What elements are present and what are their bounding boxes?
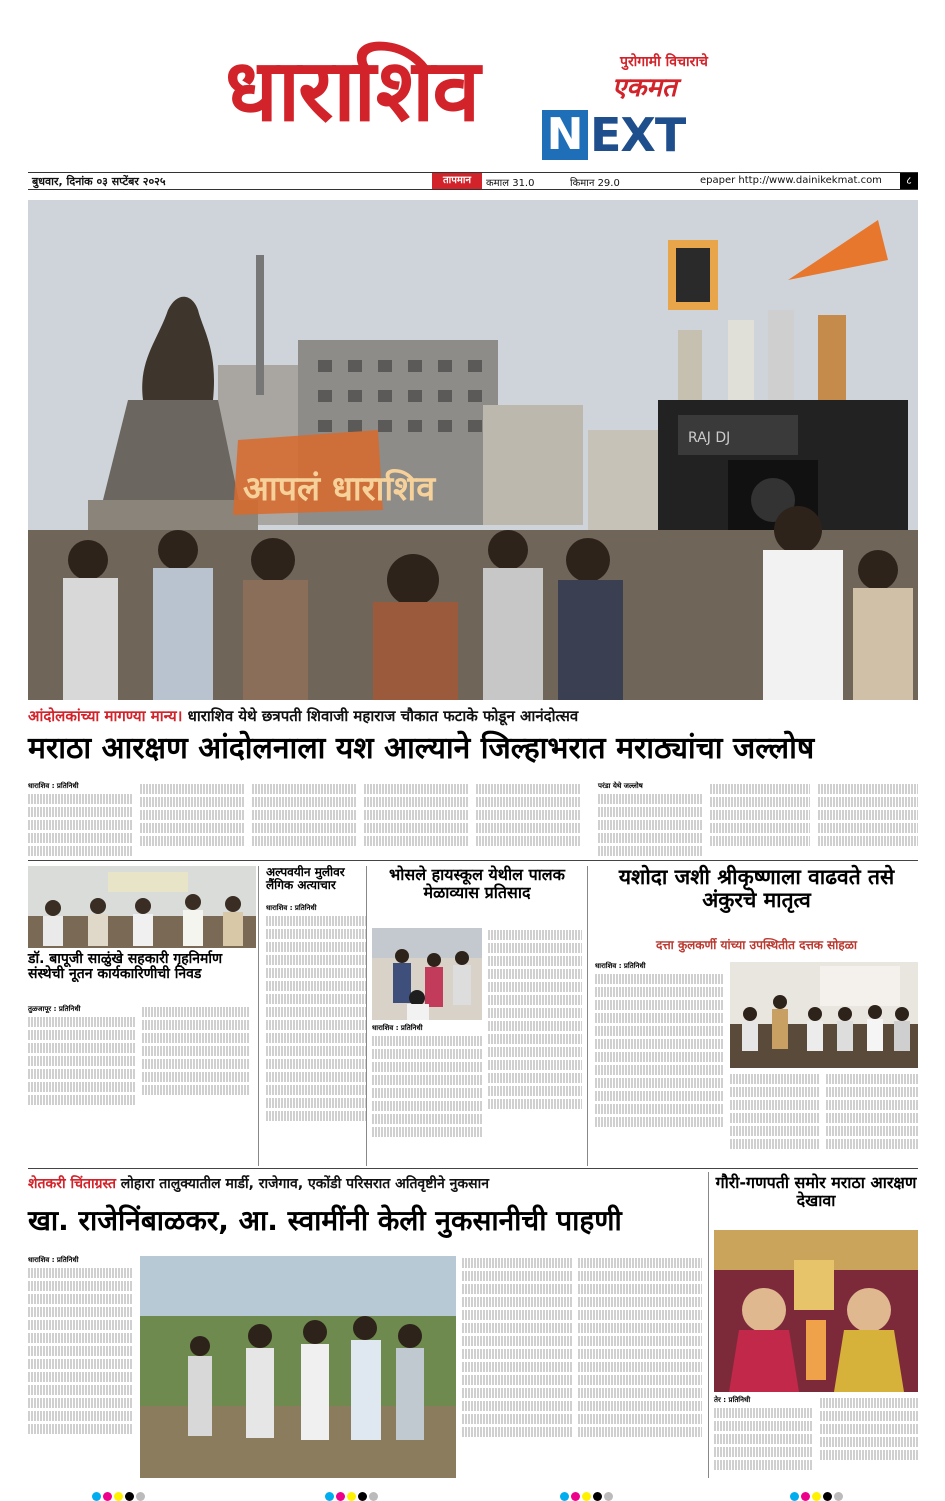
crime-headline: अल्पवयीन मुलीवर लैंगिक अत्याचार bbox=[266, 865, 345, 893]
adoption-photo-scene bbox=[730, 962, 918, 1068]
truck-label: RAJ DJ bbox=[688, 430, 731, 446]
rain-kicker-red: शेतकरी चिंताग्रस्त bbox=[28, 1176, 116, 1192]
adoption-byline: धाराशिव : प्रतिनिधी bbox=[595, 962, 646, 970]
lead-byline: धाराशिव : प्रतिनिधी bbox=[28, 782, 79, 790]
lead-column-7 bbox=[710, 782, 810, 858]
next-logo bbox=[542, 110, 722, 160]
housing-photo-scene bbox=[28, 866, 256, 948]
rain-photo bbox=[140, 1256, 456, 1478]
epaper-link[interactable]: epaper http://www.dainikekmat.com bbox=[700, 175, 882, 186]
divider bbox=[708, 1172, 709, 1478]
adoption-subhead: दत्ता कुलकर्णी यांच्या उपस्थितीत दत्तक सोहळा bbox=[595, 935, 918, 955]
school-byline: धाराशिव : प्रतिनिधी bbox=[372, 1024, 423, 1032]
registration-marks-center-right bbox=[560, 1486, 615, 1496]
crime-byline: धाराशिव : प्रतिनिधी bbox=[266, 904, 317, 912]
school-photo-scene bbox=[372, 928, 482, 1020]
housing-column-2 bbox=[142, 1005, 250, 1115]
school-column-2 bbox=[488, 928, 582, 1164]
school-headline: भोसले हायस्कूल येथील पालक मेळाव्यास प्रतिसाद bbox=[389, 865, 565, 902]
rain-column-3 bbox=[578, 1256, 702, 1476]
crime-column-1 bbox=[266, 914, 366, 1164]
housing-photo bbox=[28, 866, 256, 948]
lead-column-5 bbox=[476, 782, 581, 858]
school-photo bbox=[372, 928, 482, 1020]
ganpati-byline: तेर : प्रतिनिधी bbox=[714, 1396, 751, 1404]
lead-body bbox=[28, 782, 918, 860]
masthead bbox=[0, 0, 945, 165]
lead-column-4 bbox=[364, 782, 469, 858]
adoption-column-2 bbox=[730, 1072, 820, 1164]
ganpati-column-2 bbox=[820, 1396, 918, 1478]
registration-marks-right bbox=[790, 1486, 845, 1496]
rain-photo-scene bbox=[140, 1256, 456, 1478]
housing-byline: तुळजापूर : प्रतिनिधी bbox=[28, 1005, 81, 1013]
lead-photo bbox=[28, 200, 918, 700]
divider bbox=[366, 866, 367, 1166]
rain-byline: धाराशिव : प्रतिनिधी bbox=[28, 1256, 79, 1264]
issue-date: बुधवार, दिनांक ०३ सप्टेंबर २०२५ bbox=[32, 175, 166, 188]
registration-marks-left bbox=[92, 1486, 147, 1496]
adoption-column-1 bbox=[595, 972, 723, 1162]
lead-column-3 bbox=[252, 782, 357, 858]
lead-kicker bbox=[28, 706, 918, 726]
ganpati-photo bbox=[714, 1230, 918, 1392]
adoption-photo bbox=[730, 962, 918, 1068]
divider bbox=[28, 1168, 918, 1169]
adoption-headline: यशोदा जशी श्रीकृष्णाला वाढवते तसे अंकुरचे मातृत्व bbox=[618, 865, 895, 913]
masthead-tagline: पुरोगामी विचाराचे bbox=[620, 54, 708, 70]
date-bar bbox=[28, 172, 918, 190]
rain-column-2 bbox=[462, 1256, 572, 1476]
lead-subhead-paranda: परंडा येथे जल्लोष bbox=[598, 782, 643, 790]
ganpati-headline: गौरी-गणपती समोर मराठा आरक्षण देखावा bbox=[715, 1173, 917, 1210]
rain-headline: खा. राजेनिंबाळकर, आ. स्वामींनी केली नुकसानीची पाहणी bbox=[28, 1204, 622, 1237]
school-column-1 bbox=[372, 1034, 482, 1164]
housing-headline: डॉ. बापूजी साळुंखे सहकारी गृहनिर्माण संस्थेची नूतन कार्यकारिणीची निवड bbox=[28, 951, 223, 983]
lead-kicker-rest: धाराशिव येथे छत्रपती शिवाजी महाराज चौकात फटाके फोडून आनंदोत्सव bbox=[182, 707, 579, 725]
lead-headline: मराठा आरक्षण आंदोलनाला यश आल्याने जिल्हाभरात मराठ्यांचा जल्लोष bbox=[28, 731, 815, 766]
rain-column-1 bbox=[28, 1266, 132, 1476]
rain-kicker bbox=[28, 1174, 708, 1194]
ganpati-column-1 bbox=[714, 1406, 812, 1478]
registration-marks-center-left bbox=[325, 1486, 380, 1496]
masthead-title: धाराशिव bbox=[225, 41, 479, 141]
divider bbox=[28, 860, 918, 861]
housing-column-1 bbox=[28, 1015, 136, 1115]
ganpati-photo-scene bbox=[714, 1230, 918, 1392]
page-number: ८ bbox=[900, 173, 918, 189]
divider bbox=[258, 866, 259, 1166]
lead-column-8 bbox=[818, 782, 918, 858]
photo-sign-text: आपलं धाराशिव bbox=[243, 469, 436, 509]
lead-kicker-red: आंदोलकांच्या मागण्या मान्य। bbox=[28, 707, 183, 725]
temperature-max: कमाल 31.0 bbox=[486, 178, 535, 189]
temperature-label: तापमान bbox=[432, 173, 482, 189]
lead-column-1 bbox=[28, 792, 133, 858]
rain-kicker-rest: लोहारा तालुक्यातील मार्डी, राजेगाव, एकोंडी परिसरात अतिवृष्टीने नुकसान bbox=[115, 1176, 490, 1192]
lead-column-2 bbox=[140, 782, 245, 858]
next-logo-rest: EXT bbox=[590, 108, 686, 162]
temperature-min: किमान 29.0 bbox=[570, 178, 620, 189]
adoption-column-3 bbox=[826, 1072, 918, 1164]
masthead-brand: एकमत bbox=[612, 73, 677, 103]
lead-photo-scene bbox=[28, 200, 918, 700]
next-logo-n: N bbox=[542, 110, 588, 160]
lead-column-6 bbox=[598, 792, 703, 858]
divider bbox=[587, 866, 588, 1166]
